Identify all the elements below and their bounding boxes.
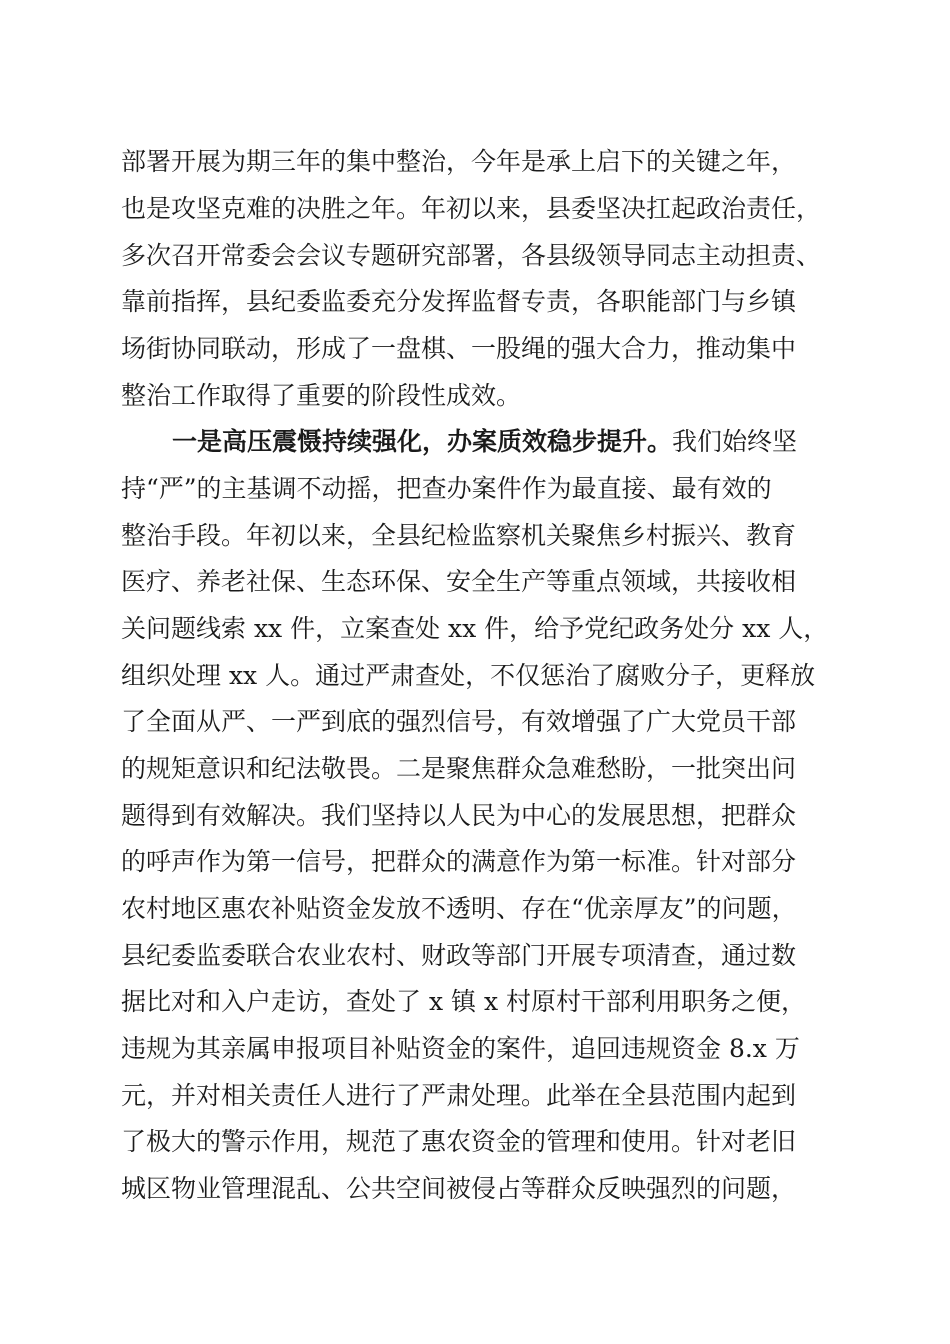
paragraph-line: 题得到有效解决。我们坚持以人民为中心的发展思想，把群众 [121, 801, 797, 830]
paragraph-line: 的呼声作为第一信号，把群众的满意作为第一标准。针对部分 [121, 847, 797, 876]
paragraph-line: 据比对和入户走访，查处了 x 镇 x 村原村干部利用职务之便， [121, 987, 806, 1016]
paragraph-line: 元，并对相关责任人进行了严肃处理。此举在全县范围内起到 [121, 1081, 797, 1110]
paragraph-line: 了极大的警示作用，规范了惠农资金的管理和使用。针对老旧 [121, 1127, 797, 1156]
paragraph-line: 也是攻坚克难的决胜之年。年初以来，县委坚决扛起政治责任， [121, 194, 822, 223]
paragraph-first-line [172, 425, 797, 459]
paragraph-line: 农村地区惠农补贴资金发放不透明、存在“优亲厚友”的问题， [121, 894, 797, 923]
paragraph-line: 了全面从严、一严到底的强烈信号，有效增强了广大党员干部 [121, 707, 797, 736]
paragraph-line: 多次召开常委会会议专题研究部署，各县级领导同志主动担责、 [121, 241, 822, 270]
paragraph-line: 部署开展为期三年的集中整治，今年是承上启下的关键之年， [121, 147, 797, 176]
paragraph-line: 组织处理 xx 人。通过严肃查处，不仅惩治了腐败分子，更释放 [121, 661, 816, 690]
paragraph-line: 靠前指挥，县纪委监委充分发挥监督专责，各职能部门与乡镇 [121, 287, 797, 316]
paragraph-line: 医疗、养老社保、生态环保、安全生产等重点领域，共接收相 [121, 567, 797, 596]
paragraph-line: 关问题线索 xx 件，立案查处 xx 件，给予党纪政务处分 xx 人， [121, 614, 829, 643]
paragraph-heading: 一是高压震慑持续强化，办案质效稳步提升。 [172, 427, 673, 456]
paragraph-text: 我们始终坚 [672, 427, 798, 456]
paragraph-line: 持“严”的主基调不动摇，把查办案件作为最直接、最有效的 [121, 474, 772, 503]
paragraph-line: 违规为其亲属申报项目补贴资金的案件，追回违规资金 8.x 万 [121, 1034, 800, 1063]
paragraph-line: 整治工作取得了重要的阶段性成效。 [121, 381, 522, 410]
paragraph-line: 县纪委监委联合农业农村、财政等部门开展专项清查，通过数 [121, 941, 797, 970]
paragraph-line: 场街协同联动，形成了一盘棋、一股绳的强大合力，推动集中 [121, 334, 797, 363]
paragraph-line: 整治手段。年初以来，全县纪检监察机关聚焦乡村振兴、教育 [121, 521, 797, 550]
paragraph-line: 的规矩意识和纪法敬畏。二是聚焦群众急难愁盼，一批突出问 [121, 754, 797, 783]
paragraph-line: 城区物业管理混乱、公共空间被侵占等群众反映强烈的问题， [121, 1174, 797, 1203]
